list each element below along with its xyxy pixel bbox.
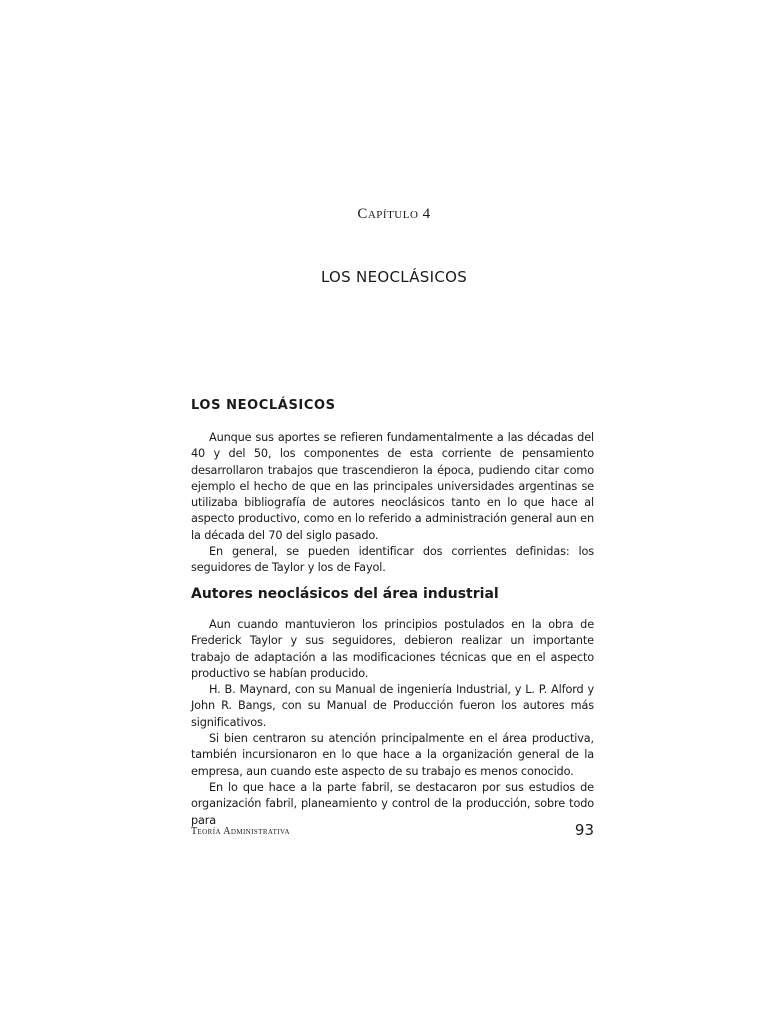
paragraph: Si bien centraron su atención principalmente en el área productiva, también incursionaron en lo que hace a la organización general de la empresa, aun cuando este aspecto de su trabajo es menos conocido. <box>191 732 594 778</box>
chapter-title: LOS NEOCLÁSICOS <box>320 268 468 286</box>
paragraph: Aunque sus aportes se refieren fundamentalmente a las décadas del 40 y del 50, los componentes de esta corriente de pensamiento desarrollaron trabajos que trascendieron la época, pudiendo citar como ejemplo el hecho de que en las principales universidades argentinas se utilizaba bibliografía de autores neoclásicos tanto en lo que hace al aspecto productivo, como en lo referido a administración general aun en la década del 70 del siglo pasado. <box>191 431 594 542</box>
paragraph: H. B. Maynard, con su Manual de ingeniería Industrial, y L. P. Alford y John R. Bangs, con su Manual de Producción fueron los autores más significativos. <box>191 683 594 729</box>
paragraph: En general, se pueden identificar dos corrientes definidas: los seguidores de Taylor y los de Fayol. <box>191 545 594 575</box>
page-number: 93 <box>574 821 594 839</box>
paragraph: En lo que hace a la parte fabril, se destacaron por sus estudios de organización fabril, planeamiento y control de la producción, sobre todo para <box>191 780 594 827</box>
subsection-body <box>191 617 594 829</box>
subsection-heading: Autores neoclásicos del área industrial <box>191 586 499 602</box>
footer-book-title: Teoría Administrativa <box>191 826 290 837</box>
chapter-label: Capítulo 4 <box>357 206 431 222</box>
section-heading: LOS NEOCLÁSICOS <box>191 398 336 413</box>
paragraph: Aun cuando mantuvieron los principios postulados en la obra de Frederick Taylor y sus seguidores, debieron realizar un importante trabajo de adaptación a las modificaciones técnicas que en el aspecto productivo se habían producido. <box>191 618 594 680</box>
section-body <box>191 430 594 577</box>
